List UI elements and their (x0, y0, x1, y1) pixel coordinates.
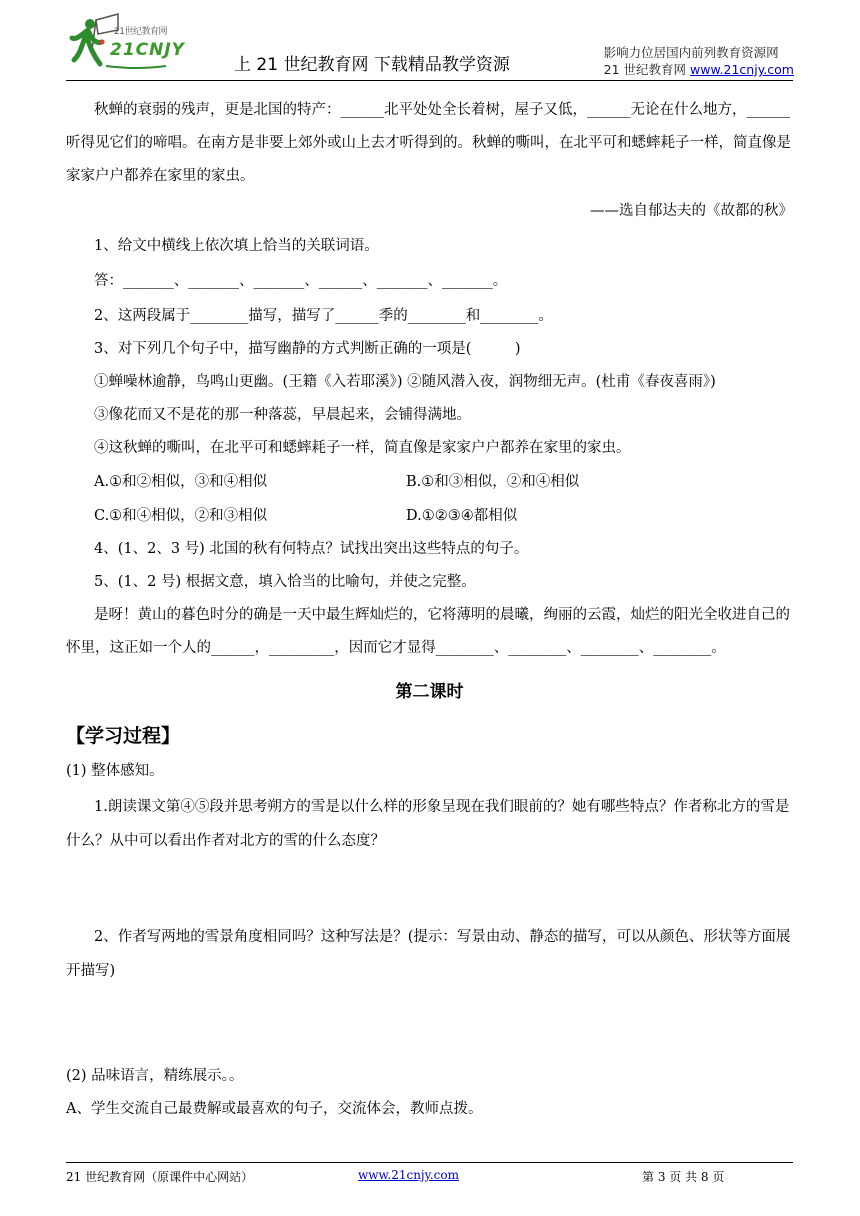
logo-bottom-text: 21CNJY (110, 40, 185, 60)
header-site-line (604, 61, 794, 78)
document-body (66, 94, 793, 1126)
header-site-name: 21 世纪教育网 (603, 62, 691, 77)
question-5-paragraph: 是呀！黄山的暮色时分的确是一天中最生辉灿烂的，它将薄明的晨曦，绚丽的云霞，灿烂的阳光全收进自己的怀里，这正如一个人的______，_________，因而它才显得________、________、________、________。 (66, 607, 790, 656)
lesson-title: 第二课时 (395, 682, 464, 702)
option-c: C.①和④相似，②和③相似 (94, 508, 268, 524)
sentence-3: ③像花而又不是花的那一种落蕊，早晨起来，会铺得满地。 (94, 407, 471, 423)
section-title: 【学习过程】 (66, 725, 181, 747)
part-2-item-a: A、学生交流自己最费解或最喜欢的句子，交流体会，教师点拨。 (66, 1101, 483, 1117)
option-a: A.①和②相似，③和④相似 (94, 474, 268, 490)
header-tagline: 影响力位居国内前列教育资源网 (603, 45, 779, 60)
part-1-question-2: 2、作者写两地的雪景角度相同吗？这种写法是？(提示：写景由动、静态的描写，可以从颜色、形状等方面展开描写) (66, 929, 791, 979)
part-1-heading: (1) 整体感知。 (66, 763, 164, 779)
footer-page-number: 第 3 页 共 8 页 (642, 1170, 725, 1184)
logo-top-text: 21世纪教育网 (114, 27, 167, 37)
question-1: 1、给文中横线上依次填上恰当的关联词语。 (94, 238, 379, 254)
question-2: 2、这两段属于________描写，描写了______季的________和________。 (94, 308, 553, 324)
part-1-question-1: 1.朗读课文第④⑤段并思考朔方的雪是以什么样的形象呈现在我们眼前的？她有哪些特点？作者称北方的雪是什么？从中可以看出作者对北方的雪的什么态度？ (66, 799, 790, 849)
option-d: D.①②③④都相似 (406, 508, 518, 524)
question-3: 3、对下列几个句子中，描写幽静的方式判断正确的一项是( ) (94, 341, 521, 357)
sentence-1-2: ①蝉噪林逾静，鸟鸣山更幽。(王籍《入若耶溪》) ②随风潜入夜，润物细无声。(杜甫《春夜喜雨》) (94, 374, 716, 390)
footer-site-link[interactable]: www.21cnjy.com (358, 1168, 459, 1182)
option-b: B.①和③相似，②和④相似 (406, 474, 580, 490)
page-header (0, 0, 860, 82)
footer-site-name: 21 世纪教育网（原课件中心网站） (66, 1170, 254, 1184)
footer-divider (66, 1162, 793, 1163)
header-right-info (604, 44, 794, 78)
question-5: 5、(1、2 号) 根据文意，填入恰当的比喻句，并使之完整。 (94, 574, 476, 590)
options-row-1 (66, 465, 793, 499)
site-logo[interactable] (66, 10, 196, 76)
sentence-4: ④这秋蝉的嘶叫，在北平可和蟋蟀耗子一样，简直像是家家户户都养在家里的家虫。 (94, 440, 631, 456)
page-footer (66, 1162, 793, 1182)
excerpt-paragraph: 秋蝉的衰弱的残声，更是北国的特产：______北平处处全长着树，屋子又低，______无论在什么地方，______听得见它们的啼唱。在南方是非要上郊外或山上去才听得到的。秋蝉的嘶叫，在北平可和蟋蟀耗子一样，简直像是家家户户都养在家里的家虫。 (66, 102, 791, 184)
answer-1: 答：_______、_______、_______、______、_______、_______。 (94, 273, 508, 289)
header-site-link[interactable]: www.21cnjy.com (690, 62, 794, 77)
excerpt-source: ——选自郁达夫的《故都的秋》 (590, 203, 793, 219)
part-2-heading: (2) 品味语言，精练展示。。 (66, 1068, 244, 1084)
question-4: 4、(1、2、3 号) 北国的秋有何特点？试找出突出这些特点的句子。 (94, 541, 529, 557)
header-divider (66, 80, 793, 81)
options-row-2 (66, 499, 793, 533)
header-slogan: 上 21 世纪教育网 下载精品教学资源 (234, 55, 510, 75)
